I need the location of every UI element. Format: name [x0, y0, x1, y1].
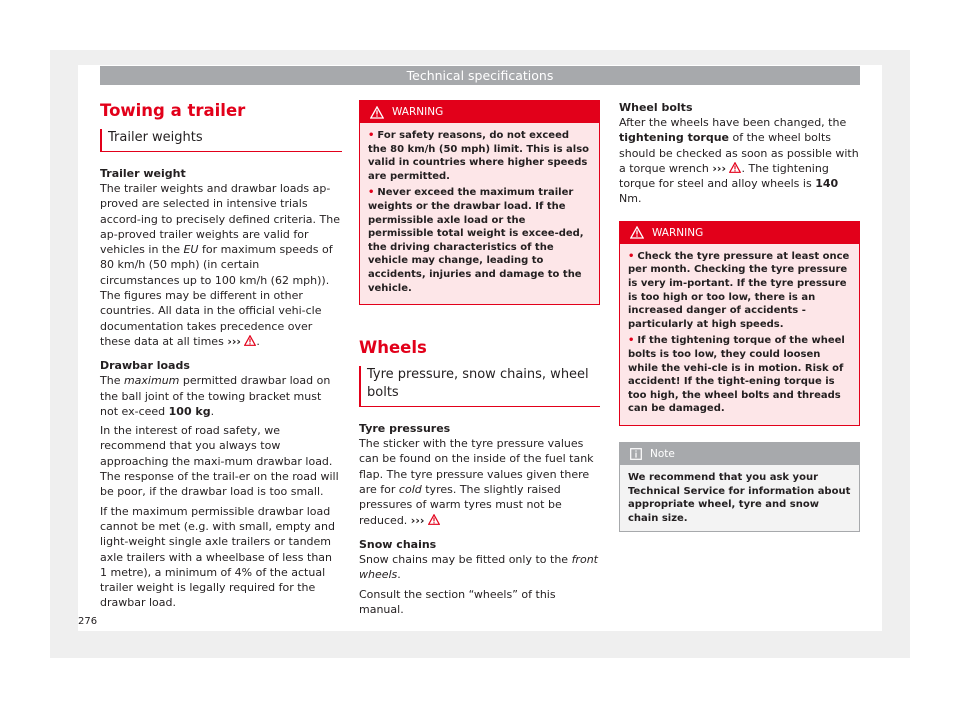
tyre-pressures-paragraph	[359, 436, 600, 528]
text-run: tyres. The slightly raised pressures of warm tyres must not be reduced.	[359, 483, 562, 527]
text-run-bold: 100 kg	[168, 404, 211, 418]
warning-triangle-icon	[729, 162, 741, 173]
warning-triangle-icon	[630, 226, 644, 239]
text-run: permitted drawbar load on the ball joint of the towing bracket must not ex-ceed	[100, 374, 331, 418]
page-number: 276	[78, 616, 98, 627]
text-run: Snow chains may be fitted only to the	[359, 552, 572, 566]
warning-item	[628, 334, 851, 416]
warning-header	[360, 101, 599, 123]
warning-label: WARNING	[652, 226, 704, 239]
warning-body	[360, 123, 599, 304]
warning-box	[619, 221, 860, 426]
right-column	[619, 100, 860, 532]
text-run: for maximum speeds of 80 km/h (50 mph) (in certain circumstances up to 100 km/h (62 mph)). The figures may be different in other countries. All data in the official vehi-cle documentation takes precedence over these data at all times	[100, 243, 333, 348]
warning-item-text: If the tightening torque of the wheel bolts is too low, they could loosen while the vehi-cle is in motion. Risk of accident! If the tight-ening torque is too high, the wheel bolts and threads can be damaged.	[628, 335, 845, 415]
road-safety-paragraph: In the interest of road safety, we recommend that you always tow approaching the maxi-mum drawbar load. The response of the trail-er on the road will be poor, if the drawbar load is too small.	[100, 424, 339, 499]
section-subtitle	[359, 366, 600, 407]
section-subtitle	[100, 129, 342, 152]
warning-label: WARNING	[392, 106, 444, 118]
text-run: . The tightening torque for steel and alloy wheels is	[619, 161, 829, 191]
drawbar-loads-heading: Drawbar loads	[100, 359, 190, 373]
snow-chains-heading: Snow chains	[359, 537, 437, 551]
warning-triangle-icon	[370, 106, 384, 119]
info-icon	[630, 448, 642, 460]
warning-box	[359, 100, 600, 305]
warning-item-text: For safety reasons, do not exceed the 80 km/h (50 mph) limit. This is also valid in countries where higher speeds are permitted.	[368, 130, 590, 182]
warning-item-text: Never exceed the maximum trailer weights or the drawbar load. If the permissible axle load or the permissible total weight is excee-ded, the driving characteristics of the vehicle may change, leading to accidents, injuries and damage to the vehicle.	[368, 187, 584, 294]
warning-body	[620, 244, 859, 425]
warning-item	[628, 250, 851, 332]
text-run: .	[397, 568, 401, 582]
trailer-weight-paragraph	[100, 181, 342, 349]
text-run-italic: cold	[398, 483, 422, 497]
text-run: The trailer weights and drawbar loads ap-proved are selected in intensive trials accord-ing to precisely defined criteria. The ap-proved trailer weights are valid for vehicles in the	[100, 182, 340, 257]
warning-header	[620, 222, 859, 244]
section-subtitle-text: Tyre pressure, snow chains, wheel bolts	[367, 367, 589, 401]
reference-arrow: ›››	[227, 334, 241, 348]
chapter-title: Wheels	[359, 338, 427, 358]
bullet-icon: •	[628, 335, 635, 347]
wheel-bolts-paragraph	[619, 115, 860, 207]
bullet-icon: •	[368, 130, 375, 141]
note-header	[620, 443, 859, 465]
section-subtitle-text: Trailer weights	[108, 130, 203, 145]
note-label: Note	[650, 447, 675, 460]
tyre-pressures-heading: Tyre pressures	[359, 422, 451, 436]
reference-arrow: ›››	[712, 161, 726, 175]
text-run: .	[210, 404, 215, 418]
text-run-italic: maximum	[123, 374, 180, 388]
text-run: After the wheels have been changed, the	[619, 116, 847, 129]
text-run: Nm.	[619, 192, 642, 206]
warning-item	[368, 186, 591, 295]
text-run: .	[256, 334, 260, 348]
drawbar-loads-paragraph	[100, 373, 342, 419]
chapter-title: Towing a trailer	[100, 101, 246, 120]
text-run-bold: tightening torque	[619, 131, 729, 145]
warning-item-text: Check the tyre pressure at least once per month. Checking the tyre pressure is very im-portant. If the tyre pressure is too high or too low, there is an increased danger of accidents - particularly at high speeds.	[628, 250, 850, 330]
bullet-icon: •	[368, 187, 375, 199]
wheel-bolts-heading: Wheel bolts	[619, 101, 693, 114]
note-body: We recommend that you ask your Technical Service for information about appropriate wheel, tyre and snow chain size.	[628, 471, 851, 524]
left-column	[100, 100, 342, 611]
warning-triangle-icon	[428, 514, 440, 525]
text-run-italic: front wheels	[359, 552, 598, 582]
text-run-italic: EU	[183, 243, 199, 257]
text-run: The sticker with the tyre pressure values can be found on the inside of the fuel tank flap. The tyre pressure values given there are for	[359, 437, 594, 497]
minimum-load-paragraph: If the maximum permissible drawbar load cannot be met (e.g. with small, empty and light-weight single axle trailers or tandem axle trailers with a wheelbase of less than 1 metre), a minimum of 4% of the actual trailer weight is legally required for the drawbar load.	[100, 504, 335, 610]
warning-triangle-icon	[244, 335, 256, 346]
middle-column	[359, 100, 600, 617]
warning-item	[368, 129, 591, 183]
text-run: The	[100, 374, 124, 388]
note-box	[619, 442, 860, 532]
trailer-weight-heading: Trailer weight	[100, 167, 186, 180]
reference-arrow: ›››	[410, 513, 425, 527]
bullet-icon: •	[628, 250, 635, 262]
snow-chains-paragraph	[359, 552, 600, 583]
consult-section-paragraph: Consult the section “wheels” of this manual.	[359, 587, 556, 616]
section-header: Technical specifications	[100, 66, 860, 85]
text-run-bold: 140	[815, 177, 839, 191]
text-run: of the wheel bolts should be checked as soon as possible with a torque wrench	[619, 131, 859, 175]
